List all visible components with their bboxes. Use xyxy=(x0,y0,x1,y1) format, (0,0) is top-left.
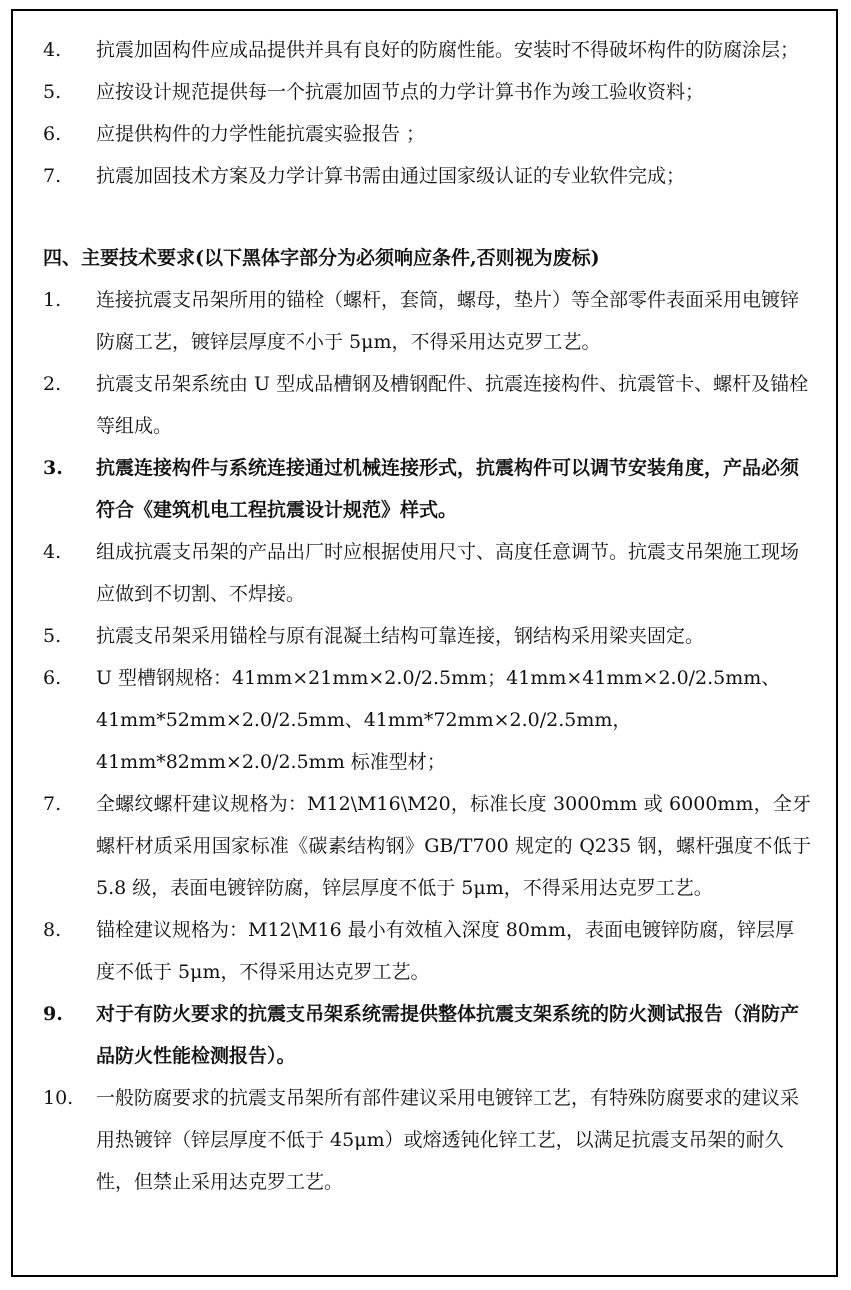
item-number: 9. xyxy=(43,1003,63,1025)
item-number: 8. xyxy=(43,919,62,941)
list-item xyxy=(43,113,811,155)
item-number: 10. xyxy=(43,1087,74,1109)
item-text: 应提供构件的力学性能抗震实验报告 ； xyxy=(96,123,426,145)
document-content xyxy=(43,29,811,1203)
item-number: 5. xyxy=(43,625,62,647)
item-number: 6. xyxy=(43,667,62,689)
list-item xyxy=(43,155,811,197)
item-text: 全螺纹螺杆建议规格为：M12\M16\M20，标准长度 3000mm 或 6000mm，全牙螺杆材质采用国家标准《碳素结构钢》GB/T700 规定的 Q235 钢，螺杆强度不低于 5.8 级，表面电镀锌防腐，锌层厚度不低于 5μm，不得采用达克罗工艺。 xyxy=(96,793,811,899)
item-number: 6. xyxy=(43,123,62,145)
item-text: 连接抗震支吊架所用的锚栓（螺杆，套筒，螺母，垫片）等全部零件表面采用电镀锌防腐工艺，镀锌层厚度不小于 5μm，不得采用达克罗工艺。 xyxy=(96,289,800,353)
item-text: 抗震连接构件与系统连接通过机械连接形式，抗震构件可以调节安装角度，产品必须符合《建筑机电工程抗震设计规范》样式。 xyxy=(96,457,800,521)
item-number: 7. xyxy=(43,793,62,815)
item-number: 2. xyxy=(43,373,62,395)
item-number: 3. xyxy=(43,457,63,479)
item-text: 应按设计规范提供每一个抗震加固节点的力学计算书作为竣工验收资料； xyxy=(96,81,705,103)
item-text: 抗震加固技术方案及力学计算书需由通过国家级认证的专业软件完成； xyxy=(96,165,686,187)
list-item xyxy=(43,531,811,615)
item-text: 锚栓建议规格为：M12\M16 最小有效植入深度 80mm，表面电镀锌防腐，锌层厚度不低于 5μm，不得采用达克罗工艺。 xyxy=(96,919,794,983)
item-number: 5. xyxy=(43,81,62,103)
section-heading: 四、主要技术要求(以下黑体字部分为必须响应条件,否则视为废标) xyxy=(43,247,600,269)
list-item-required xyxy=(43,993,811,1077)
item-text: 抗震支吊架系统由 U 型成品槽钢及槽钢配件、抗震连接构件、抗震管卡、螺杆及锚栓等组成。 xyxy=(96,373,809,437)
list-item xyxy=(43,29,811,71)
list-item xyxy=(43,71,811,113)
list-item xyxy=(43,363,811,447)
list-item-required xyxy=(43,447,811,531)
document-page xyxy=(11,9,838,1277)
item-text: 一般防腐要求的抗震支吊架所有部件建议采用电镀锌工艺，有特殊防腐要求的建议采用热镀锌（锌层厚度不低于 45μm）或熔透钝化锌工艺，以满足抗震支吊架的耐久性，但禁止采用达克罗工艺。 xyxy=(96,1087,800,1193)
item-text: 对于有防火要求的抗震支吊架系统需提供整体抗震支架系统的防火测试报告（消防产品防火性能检测报告）。 xyxy=(96,1003,800,1067)
item-number: 1. xyxy=(43,289,62,311)
item-text: 抗震加固构件应成品提供并具有良好的防腐性能。安装时不得破坏构件的防腐涂层； xyxy=(96,39,800,61)
list-item xyxy=(43,657,811,783)
list-item xyxy=(43,615,811,657)
item-text: 抗震支吊架采用锚栓与原有混凝土结构可靠连接，钢结构采用梁夹固定。 xyxy=(96,625,705,647)
list-item xyxy=(43,909,811,993)
item-text: U 型槽钢规格：41mm×21mm×2.0/2.5mm；41mm×41mm×2.0/2.5mm、41mm*52mm×2.0/2.5mm、41mm*72mm×2.0/2.5mm，41mm*82mm×2.0/2.5mm 标准型材； xyxy=(96,667,781,773)
list-item xyxy=(43,783,811,909)
list-item xyxy=(43,1077,811,1203)
item-number: 4. xyxy=(43,39,62,61)
section-spacer xyxy=(43,197,811,237)
item-number: 7. xyxy=(43,165,62,187)
list-item xyxy=(43,279,811,363)
item-text: 组成抗震支吊架的产品出厂时应根据使用尺寸、高度任意调节。抗震支吊架施工现场应做到不切割、不焊接。 xyxy=(96,541,800,605)
item-number: 4. xyxy=(43,541,62,563)
